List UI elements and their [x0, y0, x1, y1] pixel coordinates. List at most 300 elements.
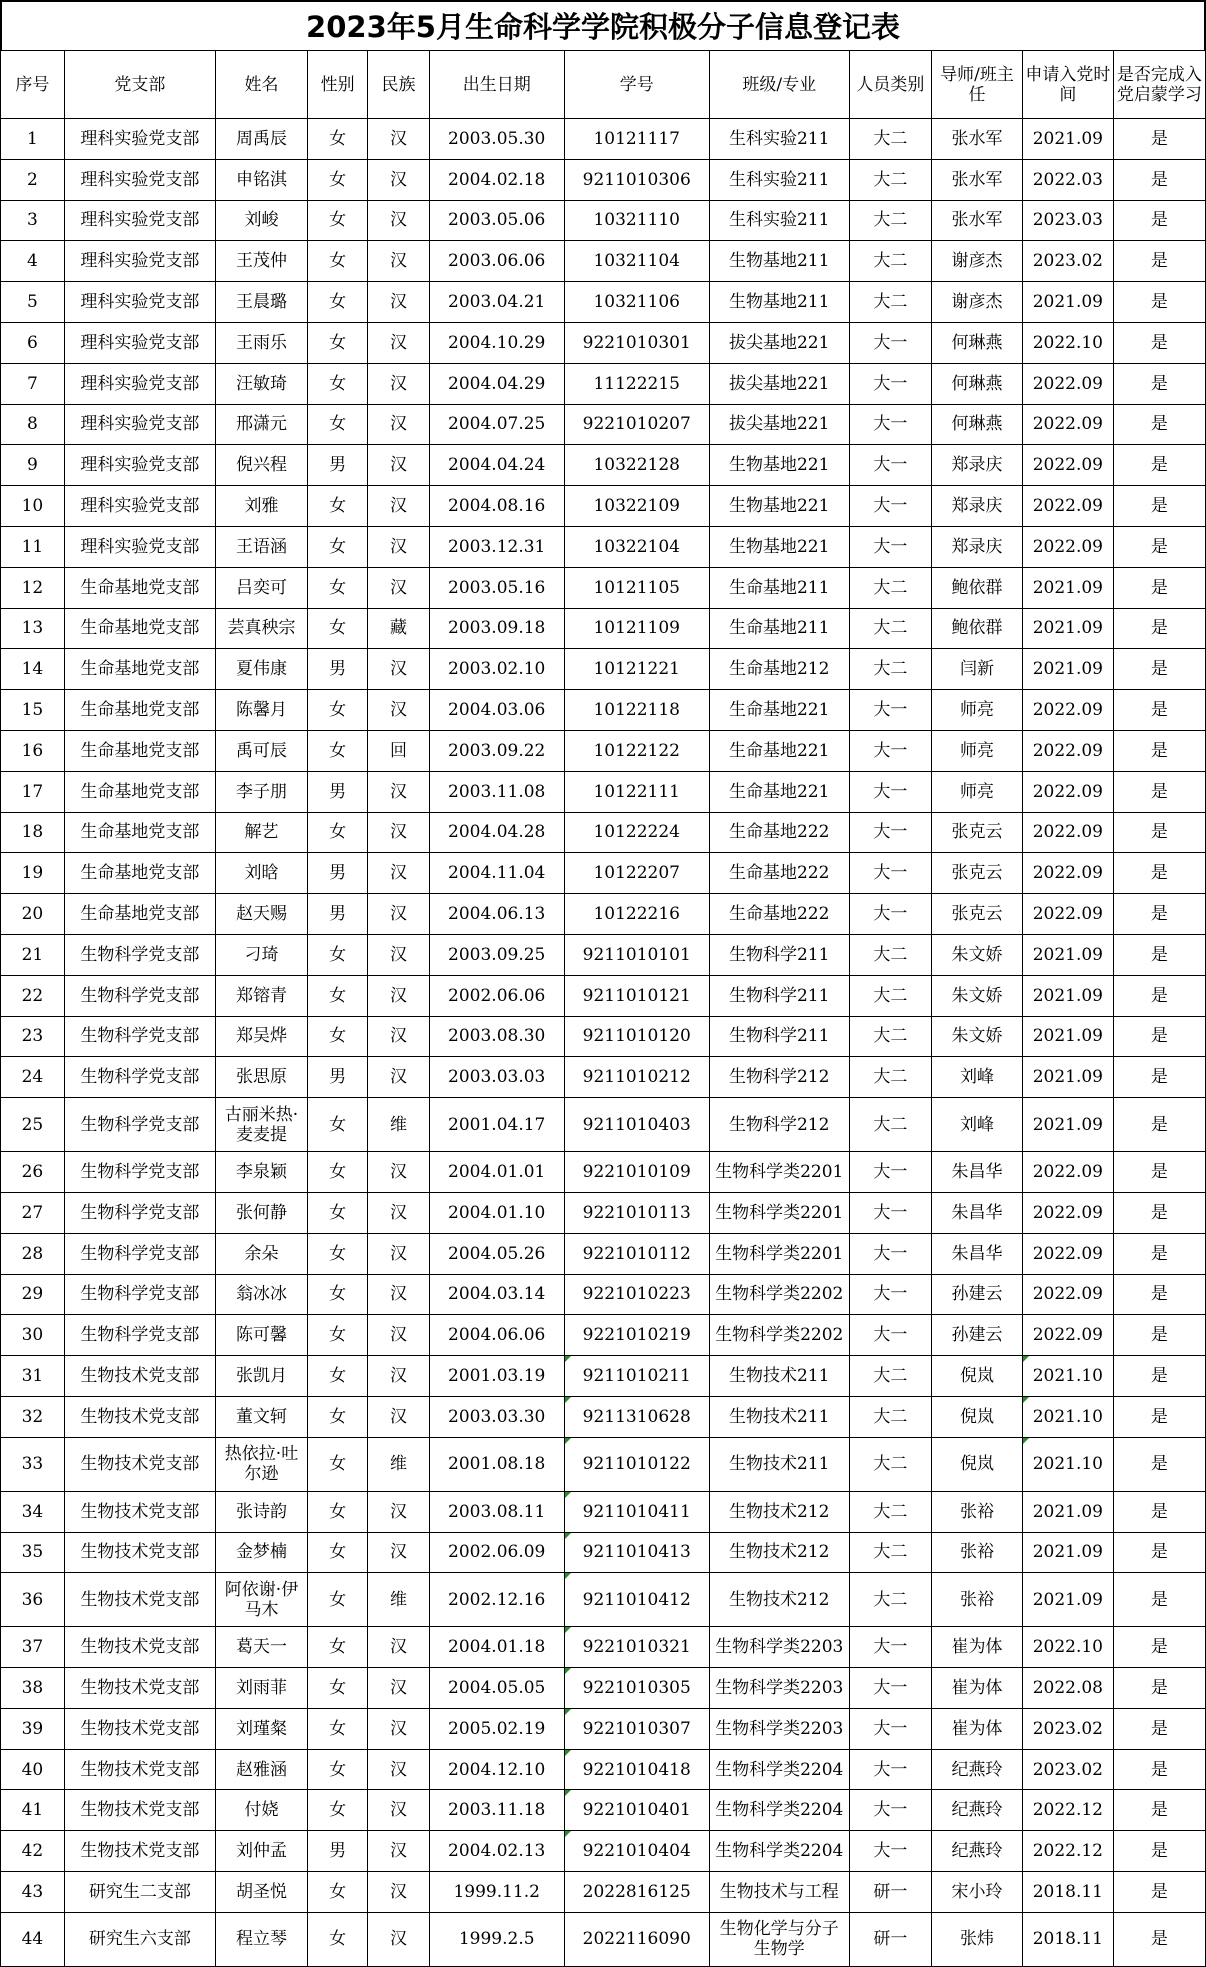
- cell-gender: 男: [308, 894, 368, 935]
- cell-student-id: 9211010413: [564, 1532, 709, 1573]
- cell-student-id: 9221010113: [564, 1192, 709, 1233]
- table-row: [1, 812, 1206, 853]
- cell-apply-date: 2022.09: [1022, 1192, 1113, 1233]
- cell-gender: 女: [308, 1708, 368, 1749]
- cell-class: 生命基地221: [709, 771, 849, 812]
- cell-category: 大二: [849, 1396, 931, 1437]
- cell-index: 10: [1, 486, 65, 527]
- cell-branch: 理科实验党支部: [64, 445, 215, 486]
- cell-apply-date: 2023.03: [1022, 200, 1113, 241]
- cell-apply-date: 2022.09: [1022, 526, 1113, 567]
- cell-index: 2: [1, 159, 65, 200]
- cell-category: 大二: [849, 1098, 931, 1152]
- cell-name: 刘雅: [215, 486, 307, 527]
- cell-branch: 理科实验党支部: [64, 363, 215, 404]
- cell-class: 生物科学类2201: [709, 1152, 849, 1193]
- cell-class: 生物科学类2204: [709, 1749, 849, 1790]
- cell-completed: 是: [1113, 730, 1205, 771]
- header-cell-name: 姓名: [215, 51, 307, 119]
- cell-student-id: 9221010321: [564, 1627, 709, 1668]
- cell-student-id: 10122216: [564, 894, 709, 935]
- cell-student-id: 9211010121: [564, 975, 709, 1016]
- cell-completed: 是: [1113, 812, 1205, 853]
- table-row: [1, 1491, 1206, 1532]
- cell-completed: 是: [1113, 853, 1205, 894]
- cell-class: 生物技术211: [709, 1356, 849, 1397]
- cell-class: 生命基地211: [709, 608, 849, 649]
- table-row: [1, 526, 1206, 567]
- cell-branch: 理科实验党支部: [64, 404, 215, 445]
- cell-ethnicity: 汉: [368, 322, 429, 363]
- cell-name: 李泉颖: [215, 1152, 307, 1193]
- table-row: [1, 322, 1206, 363]
- cell-index: 25: [1, 1098, 65, 1152]
- cell-name: 赵雅涵: [215, 1749, 307, 1790]
- cell-class: 生物基地211: [709, 282, 849, 323]
- cell-birthdate: 2004.04.29: [429, 363, 564, 404]
- cell-name: 刘仲孟: [215, 1831, 307, 1872]
- cell-ethnicity: 汉: [368, 404, 429, 445]
- cell-name: 李子朋: [215, 771, 307, 812]
- table-row: [1, 1668, 1206, 1709]
- cell-name: 董文轲: [215, 1396, 307, 1437]
- cell-ethnicity: 汉: [368, 1152, 429, 1193]
- header-cell-category: 人员类别: [849, 51, 931, 119]
- cell-gender: 女: [308, 1491, 368, 1532]
- cell-branch: 理科实验党支部: [64, 241, 215, 282]
- cell-gender: 女: [308, 159, 368, 200]
- cell-index: 44: [1, 1912, 65, 1966]
- cell-branch: 研究生二支部: [64, 1872, 215, 1913]
- cell-birthdate: 2004.04.24: [429, 445, 564, 486]
- table-row: [1, 1872, 1206, 1913]
- cell-ethnicity: 汉: [368, 1016, 429, 1057]
- table-row: [1, 1573, 1206, 1627]
- cell-name: 邢潇元: [215, 404, 307, 445]
- cell-name: 张诗韵: [215, 1491, 307, 1532]
- table-row: [1, 363, 1206, 404]
- cell-apply-date: 2021.09: [1022, 934, 1113, 975]
- header-cell-class: 班级/专业: [709, 51, 849, 119]
- cell-class: 生物基地221: [709, 526, 849, 567]
- cell-class: 生命基地221: [709, 730, 849, 771]
- cell-ethnicity: 汉: [368, 690, 429, 731]
- cell-ethnicity: 汉: [368, 1627, 429, 1668]
- cell-birthdate: 2003.11.08: [429, 771, 564, 812]
- cell-advisor: 崔为体: [932, 1708, 1023, 1749]
- cell-gender: 女: [308, 200, 368, 241]
- cell-birthdate: 2003.03.03: [429, 1057, 564, 1098]
- cell-completed: 是: [1113, 1396, 1205, 1437]
- cell-advisor: 郑录庆: [932, 445, 1023, 486]
- cell-birthdate: 2003.09.25: [429, 934, 564, 975]
- cell-category: 大一: [849, 730, 931, 771]
- cell-apply-date: 2022.09: [1022, 730, 1113, 771]
- cell-name: 王晨璐: [215, 282, 307, 323]
- cell-completed: 是: [1113, 159, 1205, 200]
- cell-student-id: 9211010211: [564, 1356, 709, 1397]
- cell-branch: 生命基地党支部: [64, 649, 215, 690]
- cell-category: 大一: [849, 363, 931, 404]
- cell-advisor: 何琳燕: [932, 363, 1023, 404]
- cell-apply-date: 2022.09: [1022, 486, 1113, 527]
- cell-gender: 女: [308, 1315, 368, 1356]
- cell-advisor: 张裕: [932, 1573, 1023, 1627]
- cell-apply-date: 2022.09: [1022, 1274, 1113, 1315]
- cell-advisor: 刘峰: [932, 1057, 1023, 1098]
- table-row: [1, 159, 1206, 200]
- cell-gender: 女: [308, 282, 368, 323]
- cell-class: 生物科学类2203: [709, 1668, 849, 1709]
- cell-gender: 女: [308, 363, 368, 404]
- cell-name: 倪兴程: [215, 445, 307, 486]
- cell-index: 5: [1, 282, 65, 323]
- cell-branch: 生物技术党支部: [64, 1396, 215, 1437]
- cell-birthdate: 2001.03.19: [429, 1356, 564, 1397]
- cell-student-id: 9211010101: [564, 934, 709, 975]
- cell-branch: 生命基地党支部: [64, 853, 215, 894]
- cell-apply-date: 2022.09: [1022, 894, 1113, 935]
- cell-index: 41: [1, 1790, 65, 1831]
- cell-completed: 是: [1113, 1016, 1205, 1057]
- cell-apply-date: 2022.09: [1022, 404, 1113, 445]
- cell-class: 生物科学类2202: [709, 1315, 849, 1356]
- cell-ethnicity: 汉: [368, 363, 429, 404]
- cell-birthdate: 2004.12.10: [429, 1749, 564, 1790]
- cell-branch: 生物科学党支部: [64, 975, 215, 1016]
- table-row: [1, 934, 1206, 975]
- cell-birthdate: 2003.09.22: [429, 730, 564, 771]
- cell-index: 7: [1, 363, 65, 404]
- cell-completed: 是: [1113, 1491, 1205, 1532]
- cell-branch: 生命基地党支部: [64, 690, 215, 731]
- cell-completed: 是: [1113, 1192, 1205, 1233]
- cell-branch: 生物科学党支部: [64, 1057, 215, 1098]
- cell-name: 刘雨菲: [215, 1668, 307, 1709]
- table-row: [1, 894, 1206, 935]
- cell-birthdate: 2003.05.30: [429, 119, 564, 160]
- cell-completed: 是: [1113, 1098, 1205, 1152]
- cell-gender: 女: [308, 1912, 368, 1966]
- cell-student-id: 9221010223: [564, 1274, 709, 1315]
- cell-gender: 男: [308, 445, 368, 486]
- header-cell-gender: 性别: [308, 51, 368, 119]
- cell-category: 大二: [849, 282, 931, 323]
- cell-birthdate: 2004.01.01: [429, 1152, 564, 1193]
- table-row: [1, 445, 1206, 486]
- cell-name: 赵天赐: [215, 894, 307, 935]
- cell-ethnicity: 汉: [368, 1057, 429, 1098]
- cell-ethnicity: 维: [368, 1437, 429, 1491]
- cell-index: 37: [1, 1627, 65, 1668]
- cell-branch: 生物技术党支部: [64, 1573, 215, 1627]
- cell-gender: 女: [308, 730, 368, 771]
- cell-branch: 生物科学党支部: [64, 1315, 215, 1356]
- cell-apply-date: 2021.09: [1022, 567, 1113, 608]
- cell-index: 30: [1, 1315, 65, 1356]
- cell-gender: 女: [308, 1356, 368, 1397]
- cell-completed: 是: [1113, 241, 1205, 282]
- cell-apply-date: 2022.09: [1022, 1233, 1113, 1274]
- cell-ethnicity: 汉: [368, 1790, 429, 1831]
- cell-class: 生物科学类2204: [709, 1831, 849, 1872]
- cell-ethnicity: 汉: [368, 934, 429, 975]
- table-row: [1, 486, 1206, 527]
- header-cell-advisor: 导师/班主任: [932, 51, 1023, 119]
- cell-name: 夏伟康: [215, 649, 307, 690]
- cell-gender: 女: [308, 1396, 368, 1437]
- cell-class: 生物科学211: [709, 934, 849, 975]
- cell-index: 19: [1, 853, 65, 894]
- cell-branch: 理科实验党支部: [64, 322, 215, 363]
- cell-category: 大二: [849, 1356, 931, 1397]
- table-row: [1, 282, 1206, 323]
- table-row: [1, 690, 1206, 731]
- cell-category: 大一: [849, 1627, 931, 1668]
- cell-ethnicity: 汉: [368, 119, 429, 160]
- cell-index: 13: [1, 608, 65, 649]
- cell-name: 周禹辰: [215, 119, 307, 160]
- cell-completed: 是: [1113, 1831, 1205, 1872]
- cell-class: 生物科学类2201: [709, 1233, 849, 1274]
- table-row: [1, 1437, 1206, 1491]
- cell-class: 生物科学211: [709, 1016, 849, 1057]
- cell-gender: 女: [308, 1573, 368, 1627]
- cell-branch: 生物技术党支部: [64, 1831, 215, 1872]
- cell-name: 吕奕可: [215, 567, 307, 608]
- cell-completed: 是: [1113, 486, 1205, 527]
- cell-advisor: 师亮: [932, 730, 1023, 771]
- cell-student-id: 9221010301: [564, 322, 709, 363]
- cell-class: 生科实验211: [709, 119, 849, 160]
- table-row: [1, 649, 1206, 690]
- cell-apply-date: 2021.10: [1022, 1396, 1113, 1437]
- cell-gender: 男: [308, 853, 368, 894]
- cell-ethnicity: 汉: [368, 1396, 429, 1437]
- cell-gender: 女: [308, 1098, 368, 1152]
- cell-category: 大二: [849, 200, 931, 241]
- cell-branch: 理科实验党支部: [64, 526, 215, 567]
- cell-gender: 女: [308, 119, 368, 160]
- table-row: [1, 1233, 1206, 1274]
- cell-category: 大一: [849, 1315, 931, 1356]
- cell-ethnicity: 汉: [368, 1831, 429, 1872]
- cell-index: 6: [1, 322, 65, 363]
- cell-category: 大一: [849, 1831, 931, 1872]
- cell-class: 生命基地211: [709, 567, 849, 608]
- cell-advisor: 张水军: [932, 119, 1023, 160]
- cell-apply-date: 2021.10: [1022, 1437, 1113, 1491]
- cell-index: 40: [1, 1749, 65, 1790]
- cell-index: 23: [1, 1016, 65, 1057]
- cell-student-id: 9221010404: [564, 1831, 709, 1872]
- cell-ethnicity: 汉: [368, 486, 429, 527]
- cell-apply-date: 2021.09: [1022, 1573, 1113, 1627]
- cell-name: 郑吴烨: [215, 1016, 307, 1057]
- cell-class: 生物基地221: [709, 445, 849, 486]
- table-row: [1, 1315, 1206, 1356]
- table-row: [1, 730, 1206, 771]
- cell-advisor: 谢彦杰: [932, 282, 1023, 323]
- cell-advisor: 纪燕玲: [932, 1790, 1023, 1831]
- table-row: [1, 771, 1206, 812]
- cell-advisor: 崔为体: [932, 1668, 1023, 1709]
- cell-category: 研一: [849, 1912, 931, 1966]
- cell-category: 大一: [849, 812, 931, 853]
- table-row: [1, 119, 1206, 160]
- cell-completed: 是: [1113, 1437, 1205, 1491]
- cell-student-id: 10321104: [564, 241, 709, 282]
- cell-name: 陈可馨: [215, 1315, 307, 1356]
- table-row: [1, 1152, 1206, 1193]
- table-row: [1, 1532, 1206, 1573]
- cell-index: 36: [1, 1573, 65, 1627]
- cell-birthdate: 2002.06.09: [429, 1532, 564, 1573]
- cell-completed: 是: [1113, 894, 1205, 935]
- cell-gender: 女: [308, 1016, 368, 1057]
- cell-gender: 女: [308, 1233, 368, 1274]
- cell-birthdate: 2004.03.14: [429, 1274, 564, 1315]
- cell-student-id: 9211010412: [564, 1573, 709, 1627]
- cell-name: 张何静: [215, 1192, 307, 1233]
- cell-apply-date: 2023.02: [1022, 1749, 1113, 1790]
- cell-category: 大一: [849, 1708, 931, 1749]
- cell-birthdate: 2003.04.21: [429, 282, 564, 323]
- cell-name: 王茂仲: [215, 241, 307, 282]
- cell-apply-date: 2018.11: [1022, 1872, 1113, 1913]
- cell-branch: 生物技术党支部: [64, 1749, 215, 1790]
- cell-branch: 生物技术党支部: [64, 1668, 215, 1709]
- cell-apply-date: 2018.11: [1022, 1912, 1113, 1966]
- cell-name: 郑镕青: [215, 975, 307, 1016]
- cell-completed: 是: [1113, 200, 1205, 241]
- cell-name: 热依拉·吐尔逊: [215, 1437, 307, 1491]
- cell-index: 20: [1, 894, 65, 935]
- header-cell-student-id: 学号: [564, 51, 709, 119]
- table-row: [1, 1831, 1206, 1872]
- cell-birthdate: 2002.12.16: [429, 1573, 564, 1627]
- cell-apply-date: 2021.09: [1022, 1098, 1113, 1152]
- cell-category: 大二: [849, 975, 931, 1016]
- cell-gender: 女: [308, 1790, 368, 1831]
- cell-apply-date: 2021.09: [1022, 1532, 1113, 1573]
- cell-branch: 理科实验党支部: [64, 282, 215, 323]
- cell-completed: 是: [1113, 1573, 1205, 1627]
- cell-branch: 生物科学党支部: [64, 1274, 215, 1315]
- cell-name: 张凯月: [215, 1356, 307, 1397]
- cell-birthdate: 2003.11.18: [429, 1790, 564, 1831]
- header-row: [1, 51, 1206, 119]
- cell-ethnicity: 汉: [368, 853, 429, 894]
- cell-birthdate: 2004.08.16: [429, 486, 564, 527]
- cell-index: 14: [1, 649, 65, 690]
- cell-advisor: 师亮: [932, 771, 1023, 812]
- cell-branch: 生物技术党支部: [64, 1790, 215, 1831]
- cell-class: 生物技术211: [709, 1437, 849, 1491]
- table-row: [1, 1274, 1206, 1315]
- table-row: [1, 404, 1206, 445]
- cell-class: 生物技术212: [709, 1573, 849, 1627]
- cell-advisor: 何琳燕: [932, 404, 1023, 445]
- cell-gender: 女: [308, 1668, 368, 1709]
- cell-student-id: 9221010305: [564, 1668, 709, 1709]
- table-row: [1, 1396, 1206, 1437]
- cell-ethnicity: 汉: [368, 526, 429, 567]
- cell-class: 生物化学与分子生物学: [709, 1912, 849, 1966]
- cell-student-id: 10121109: [564, 608, 709, 649]
- cell-birthdate: 2003.08.30: [429, 1016, 564, 1057]
- cell-student-id: 9221010401: [564, 1790, 709, 1831]
- cell-class: 生命基地222: [709, 894, 849, 935]
- table-row: [1, 1356, 1206, 1397]
- cell-category: 大一: [849, 771, 931, 812]
- cell-ethnicity: 汉: [368, 1356, 429, 1397]
- cell-category: 大二: [849, 1016, 931, 1057]
- cell-gender: 男: [308, 771, 368, 812]
- cell-birthdate: 2004.11.04: [429, 853, 564, 894]
- table-row: [1, 1627, 1206, 1668]
- cell-completed: 是: [1113, 1668, 1205, 1709]
- cell-class: 生物科学类2201: [709, 1192, 849, 1233]
- cell-student-id: 10121221: [564, 649, 709, 690]
- cell-category: 大一: [849, 894, 931, 935]
- cell-ethnicity: 汉: [368, 1192, 429, 1233]
- table-row: [1, 853, 1206, 894]
- cell-name: 芸真秧宗: [215, 608, 307, 649]
- cell-completed: 是: [1113, 1708, 1205, 1749]
- cell-ethnicity: 汉: [368, 445, 429, 486]
- cell-branch: 生物科学党支部: [64, 1152, 215, 1193]
- cell-gender: 女: [308, 1532, 368, 1573]
- cell-birthdate: 2004.01.18: [429, 1627, 564, 1668]
- cell-birthdate: 2001.08.18: [429, 1437, 564, 1491]
- table-row: [1, 1098, 1206, 1152]
- cell-advisor: 师亮: [932, 690, 1023, 731]
- cell-student-id: 9221010207: [564, 404, 709, 445]
- cell-category: 大一: [849, 445, 931, 486]
- cell-apply-date: 2022.09: [1022, 690, 1113, 731]
- cell-advisor: 孙建云: [932, 1274, 1023, 1315]
- cell-category: 大一: [849, 1192, 931, 1233]
- cell-category: 大一: [849, 1749, 931, 1790]
- cell-class: 生命基地212: [709, 649, 849, 690]
- cell-category: 大一: [849, 1233, 931, 1274]
- header-cell-completed: 是否完成入党启蒙学习: [1113, 51, 1205, 119]
- cell-advisor: 倪岚: [932, 1396, 1023, 1437]
- cell-completed: 是: [1113, 567, 1205, 608]
- cell-branch: 生物技术党支部: [64, 1437, 215, 1491]
- cell-ethnicity: 汉: [368, 567, 429, 608]
- cell-index: 32: [1, 1396, 65, 1437]
- cell-gender: 女: [308, 1872, 368, 1913]
- cell-completed: 是: [1113, 526, 1205, 567]
- cell-student-id: 9211010212: [564, 1057, 709, 1098]
- cell-gender: 男: [308, 649, 368, 690]
- cell-name: 汪敏琦: [215, 363, 307, 404]
- cell-name: 王语涵: [215, 526, 307, 567]
- cell-index: 12: [1, 567, 65, 608]
- cell-birthdate: 2004.10.29: [429, 322, 564, 363]
- cell-apply-date: 2022.09: [1022, 445, 1113, 486]
- cell-branch: 生命基地党支部: [64, 771, 215, 812]
- cell-completed: 是: [1113, 1790, 1205, 1831]
- cell-index: 34: [1, 1491, 65, 1532]
- cell-class: 生命基地221: [709, 690, 849, 731]
- cell-ethnicity: 维: [368, 1573, 429, 1627]
- cell-category: 大二: [849, 1532, 931, 1573]
- cell-student-id: 10121117: [564, 119, 709, 160]
- cell-completed: 是: [1113, 771, 1205, 812]
